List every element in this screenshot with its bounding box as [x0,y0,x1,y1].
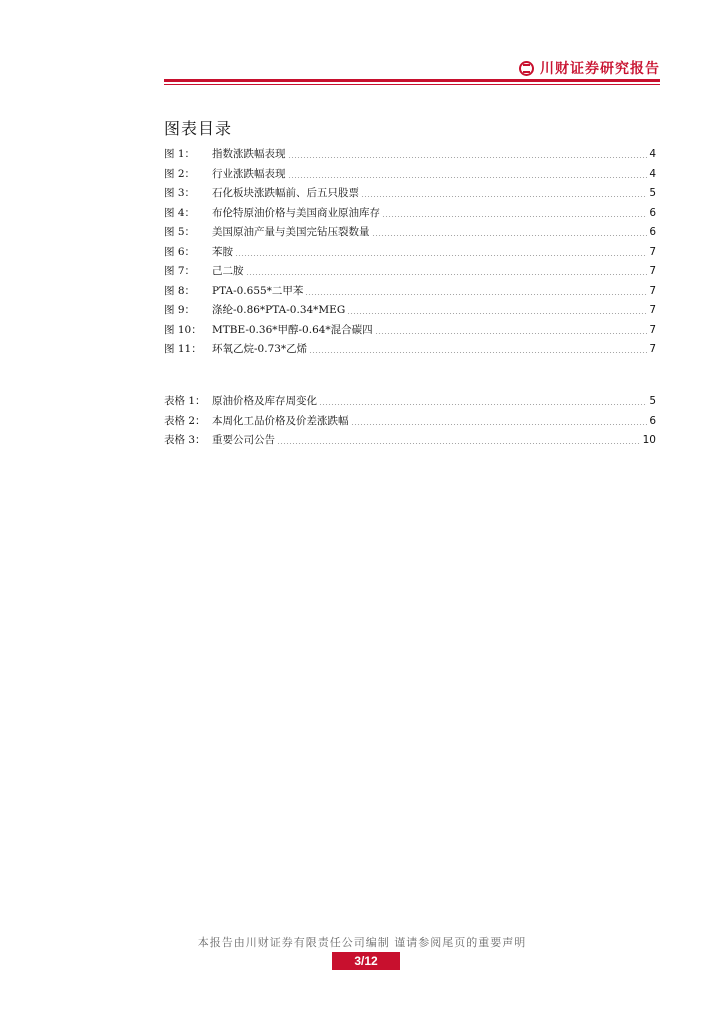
toc-entry-name: 布伦特原油价格与美国商业原油库存 [212,206,380,219]
toc-entry-name: PTA-0.655*二甲苯 [212,284,304,297]
toc-entry-label: 图 3： [164,187,196,199]
header-rule-thin [164,84,660,85]
dot-leader [375,333,648,334]
dot-leader [288,177,648,178]
toc-table-entry[interactable] [164,392,656,412]
toc-entry-name: 本周化工品价格及价差涨跌幅 [212,414,349,427]
toc-entry-page: 7 [649,284,656,297]
dot-leader [246,274,648,275]
toc-entry-page: 6 [649,414,656,427]
brand-name: 川财证券研究报告 [540,61,660,77]
toc-entry-label: 表格 1： [164,395,206,407]
dot-leader [319,404,647,405]
toc-entry-label: 表格 2： [164,414,206,427]
toc-figure-entry[interactable] [164,145,656,165]
toc-entry-label: 图 11： [164,343,202,355]
toc-entry-page: 10 [642,434,656,446]
toc-entry-name: 指数涨跌幅表现 [212,148,286,160]
toc-title: 图表目录 [164,119,233,138]
toc-figure-entry[interactable] [164,340,656,360]
toc-figure-entry[interactable] [164,184,656,204]
toc-entry-name: 环氧乙烷-0.73*乙烯 [212,343,308,355]
toc-entry-name: 石化板块涨跌幅前、后五只股票 [212,187,359,199]
toc-entry-label: 图 5： [164,226,196,238]
dot-leader [347,313,647,314]
dot-leader [235,255,647,256]
toc-figure-entry[interactable] [164,301,656,321]
header-rule [164,79,660,82]
toc-entry-page: 5 [649,395,656,407]
toc-entry-name: 行业涨跌幅表现 [212,167,286,180]
toc-entry-page: 7 [649,245,656,258]
toc-figure-entry[interactable] [164,223,656,243]
dot-leader [288,157,648,158]
toc-entry-label: 图 6： [164,245,196,258]
figure-list [164,145,656,360]
dot-leader [361,196,647,197]
toc-entry-label: 图 2： [164,167,196,180]
toc-table-entry[interactable] [164,431,656,451]
chuancai-logo-icon [519,61,534,76]
toc-entry-page: 4 [649,148,656,160]
toc-entry-name: 己二胺 [212,265,244,277]
toc-entry-page: 5 [649,187,656,199]
toc-figure-entry[interactable] [164,204,656,224]
toc-figure-entry[interactable] [164,262,656,282]
report-header-brand [519,58,660,78]
toc-figure-entry[interactable] [164,282,656,302]
toc-entry-name: 苯胺 [212,245,233,258]
toc-entry-label: 表格 3： [164,434,206,446]
toc-entry-page: 6 [649,206,656,219]
toc-entry-label: 图 4： [164,206,196,219]
toc-entry-page: 7 [649,304,656,316]
toc-figure-entry[interactable] [164,165,656,185]
dot-leader [309,352,647,353]
toc-entry-name: 涤纶-0.86*PTA-0.34*MEG [212,304,346,316]
toc-entry-page: 6 [649,226,656,238]
toc-entry-label: 图 8： [164,284,196,297]
toc-entry-name: 美国原油产量与美国完钻压裂数量 [212,226,370,238]
footer-disclaimer: 本报告由川财证券有限责任公司编制 谨请参阅尾页的重要声明 [197,936,527,949]
toc-entry-page: 7 [649,343,656,355]
dot-leader [372,235,648,236]
toc-figure-entry[interactable] [164,321,656,341]
toc-entry-name: 原油价格及库存周变化 [212,395,317,407]
table-list [164,392,656,451]
toc-entry-label: 图 10： [164,323,202,336]
toc-entry-page: 7 [649,323,656,336]
toc-entry-label: 图 7： [164,265,196,277]
toc-entry-name: 重要公司公告 [212,434,275,446]
toc-figure-entry[interactable] [164,243,656,263]
dot-leader [351,424,648,425]
toc-entry-label: 图 9： [164,304,196,316]
dot-leader [277,443,641,444]
toc-entry-page: 7 [649,265,656,277]
dot-leader [305,294,647,295]
dot-leader [382,216,647,217]
toc-entry-page: 4 [649,167,656,180]
page-number-badge: 3/12 [332,952,400,970]
toc-entry-label: 图 1： [164,148,196,160]
toc-entry-name: MTBE-0.36*甲醇-0.64*混合碳四 [212,323,373,336]
toc-table-entry[interactable] [164,412,656,432]
